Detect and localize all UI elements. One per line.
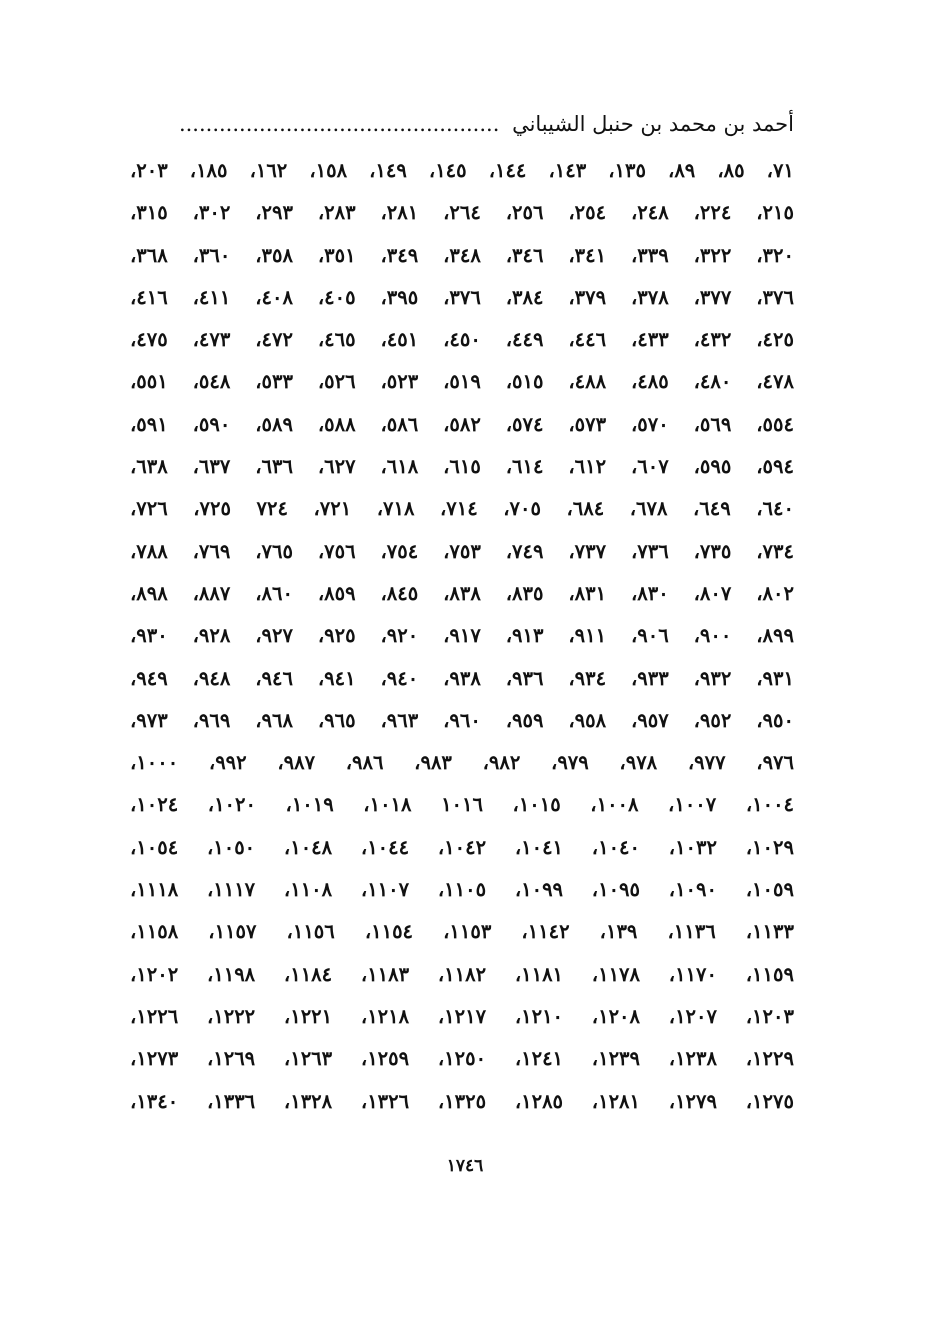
reference-line: ٦٤٠، ٦٤٩، ٦٧٨، ٦٨٤، ٧٠٥، ٧١٤، ٧١٨، ٧٢١، ٧٢٤ ٧٢٥، ٧٢٦، xyxy=(130,497,794,521)
reference-line: ٣٧٦، ٣٧٧، ٣٧٨، ٣٧٩، ٣٨٤، ٣٧٦، ٣٩٥، ٤٠٥، ٤٠٨، ٤١١، ٤١٦، xyxy=(130,285,794,309)
reference-line: ١٠٥٩، ١٠٩٠، ١٠٩٥، ١٠٩٩، ١١٠٥، ١١٠٧، ١١٠٨، ١١١٧، ١١١٨، xyxy=(130,878,794,902)
page-body xyxy=(130,108,794,1123)
reference-line: ٥٩٤، ٥٩٥، ٦٠٧، ٦١٢، ٦١٤، ٦١٥، ٦١٨، ٦٢٧، ٦٣٦، ٦٣٧، ٦٣٨، xyxy=(130,455,794,479)
reference-line: ٩٥٠، ٩٥٢، ٩٥٧، ٩٥٨، ٩٥٩، ٩٦٠، ٩٦٣، ٩٦٥، ٩٦٨، ٩٦٩، ٩٧٣، xyxy=(130,708,794,732)
page-reference-list xyxy=(130,150,794,1123)
reference-line: ١٢٠٣، ١٢٠٧، ١٢٠٨، ١٢١٠، ١٢١٧، ١٢١٨، ١٢٢١، ١٢٢٢، ١٢٢٦، xyxy=(130,1004,794,1028)
reference-line: ٧١، ٨٥، ٨٩، ١٣٥، ١٤٣، ١٤٤، ١٤٥، ١٤٩، ١٥٨، ١٦٢، ١٨٥، ٢٠٣، xyxy=(130,159,794,182)
page-number: ١٧٤٦ xyxy=(446,1156,484,1176)
reference-line: ٨٩٩، ٩٠٠، ٩٠٦، ٩١١، ٩١٣، ٩١٧، ٩٢٠، ٩٢٥، ٩٢٧، ٩٢٨، ٩٣٠، xyxy=(130,624,794,648)
reference-line: ١٢٧٥، ١٢٧٩، ١٢٨١، ١٢٨٥، ١٣٢٥، ١٣٢٦، ١٣٢٨، ١٣٣٦، ١٣٤٠، xyxy=(130,1089,794,1113)
reference-line: ١١٣٣، ١١٣٦، ١٣٩، ١١٤٢، ١١٥٣، ١١٥٤، ١١٥٦، ١١٥٧، ١١٥٨، xyxy=(130,920,794,944)
header-title: أحمد بن محمد بن حنبل الشيباني xyxy=(512,112,794,136)
reference-line: ٢١٥، ٢٢٤، ٢٤٨، ٢٥٤، ٢٥٦، ٢٦٤، ٢٨١، ٢٨٣، ٢٩٣، ٣٠٢، ٣١٥، xyxy=(130,201,794,225)
reference-line: ١١٥٩، ١١٧٠، ١١٧٨، ١١٨١، ١١٨٢، ١١٨٣، ١١٨٤، ١١٩٨، ١٢٠٢، xyxy=(130,962,794,986)
reference-line: ١٢٢٩، ١٢٣٨، ١٢٣٩، ١٢٤١، ١٢٥٠، ١٢٥٩، ١٢٦٣، ١٢٦٩، ١٢٧٣، xyxy=(130,1047,794,1071)
reference-line: ٩٣١، ٩٣٢، ٩٣٣، ٩٣٤، ٩٣٦، ٩٣٨، ٩٤٠، ٩٤١، ٩٤٦، ٩٤٨، ٩٤٩، xyxy=(130,666,794,690)
reference-line: ٨٠٢، ٨٠٧، ٨٣٠، ٨٣١، ٨٣٥، ٨٣٨، ٨٤٥، ٨٥٩، ٨٦٠، ٨٨٧، ٨٩٨، xyxy=(130,581,794,605)
reference-line: ٤٢٥، ٤٣٢، ٤٣٣، ٤٤٦، ٤٤٩، ٤٥٠، ٤٥١، ٤٦٥، ٤٧٢، ٤٧٣، ٤٧٥، xyxy=(130,328,794,352)
reference-line: ٩٧٦، ٩٧٧، ٩٧٨، ٩٧٩، ٩٨٢، ٩٨٣، ٩٨٦، ٩٨٧، ٩٩٢، ١٠٠٠، xyxy=(130,751,794,775)
reference-line: ٧٣٤، ٧٣٥، ٧٣٦، ٧٣٧، ٧٤٩، ٧٥٣، ٧٥٤، ٧٥٦، ٧٦٥، ٧٦٩، ٧٨٨، xyxy=(130,539,794,563)
running-header xyxy=(130,108,794,142)
reference-line: ٣٢٠، ٣٢٢، ٣٣٩، ٣٤١، ٣٤٦، ٣٤٨، ٣٤٩، ٣٥١، ٣٥٨، ٣٦٠، ٣٦٨، xyxy=(130,243,794,267)
header-dot-leader: ................................................ xyxy=(178,112,500,136)
reference-line: ٥٥٤، ٥٦٩، ٥٧٠، ٥٧٣، ٥٧٤، ٥٨٢، ٥٨٦، ٥٨٨، ٥٨٩، ٥٩٠، ٥٩١، xyxy=(130,412,794,436)
reference-line: ١٠٠٤، ١٠٠٧، ١٠٠٨، ١٠١٥، ١٠١٦ ١٠١٨، ١٠١٩، ١٠٢٠، ١٠٢٤، xyxy=(130,793,794,817)
reference-line: ١٠٢٩، ١٠٣٢، ١٠٤٠، ١٠٤١، ١٠٤٢، ١٠٤٤، ١٠٤٨، ١٠٥٠، ١٠٥٤، xyxy=(130,835,794,859)
reference-line: ٤٧٨، ٤٨٠، ٤٨٥، ٤٨٨، ٥١٥، ٥١٩، ٥٢٣، ٥٢٦، ٥٣٣، ٥٤٨، ٥٥١، xyxy=(130,370,794,394)
